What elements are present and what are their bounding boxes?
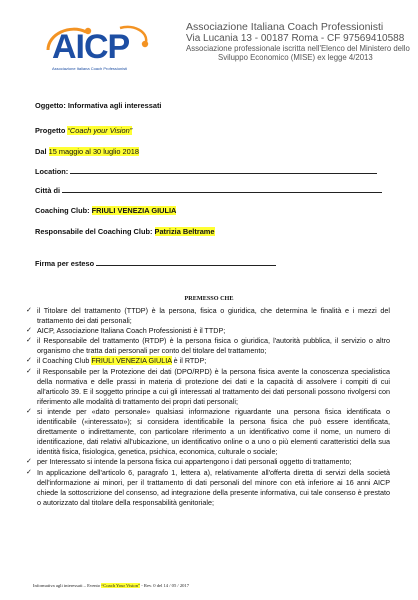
check-icon: ✓ <box>26 458 32 466</box>
check-icon: ✓ <box>26 468 32 476</box>
dal-value: 15 maggio al 30 luglio 2018 <box>48 147 139 156</box>
progetto-value: “Coach your Vision” <box>67 126 133 135</box>
logo-subtitle: Associazione Italiana Coach Professionisti <box>52 66 128 71</box>
check-icon: ✓ <box>26 337 32 345</box>
citta-field[interactable] <box>62 186 382 193</box>
club-value: FRIULI VENEZIA GIULIA <box>91 206 177 215</box>
citta-line <box>35 186 382 195</box>
citta-label: Città di <box>35 186 61 195</box>
list-item: ✓ il Titolare del trattamento (TTDP) è la persona, fisica o giuridica, che determina le finalità e i mezzi del trattamento dei dati personali; <box>26 306 390 326</box>
org-address: Via Lucania 13 - 00187 Roma - CF 97569410588 <box>186 33 405 45</box>
org-info <box>186 21 412 62</box>
premesso-title: PREMESSO CHE <box>184 295 234 302</box>
footer-event: “Coach Your Vision” <box>101 583 141 588</box>
club-label: Coaching Club: <box>35 206 90 215</box>
list-item: ✓ si intende per «dato personale» qualsiasi informazione riguardante una persona fisica identificata o identificabile («interessato»); si considera identificabile la persona fisica che può essere identificata, direttamente o indirettamente, con particolare riferimento a un identificativo come il nome, un numero di identificazione, dati relativi all'ubicazione, un identificativo online o a uno o più elementi caratteristici della sua identità fisica, fisiologica, genetica, psichica, economica, culturale o sociale; <box>26 406 390 457</box>
premesso-list <box>26 306 390 508</box>
dal-line <box>35 147 139 156</box>
org-registration-2: Sviluppo Economico (MISE) ex legge 4/2013 <box>218 52 373 62</box>
progetto-label: Progetto <box>35 126 66 135</box>
list-item: ✓ il Coaching Club FRIULI VENEZIA GIULIA è il RTDP; <box>26 356 207 366</box>
org-registration-1: Associazione professionale iscritta nell'Elenco del Ministero dello <box>186 43 410 53</box>
location-label: Location: <box>35 167 69 176</box>
check-icon: ✓ <box>26 367 32 375</box>
org-name: Associazione Italiana Coach Professionisti <box>186 21 384 33</box>
list-item: ✓ il Responsabile del trattamento (RTDP) è la persona fisica o giuridica, l'autorità pubblica, il servizio o altro organismo che tratta dati personali per conto del titolare del trattamento; <box>26 336 390 356</box>
firma-line <box>35 259 276 268</box>
responsabile-value: Patrizia Beltrame <box>154 227 215 236</box>
firma-field[interactable] <box>96 259 276 266</box>
check-icon: ✓ <box>26 307 32 314</box>
list-item: ✓ per Interessato si intende la persona fisica cui appartengono i dati personali oggetto di trattamento; <box>26 457 352 467</box>
responsabile-line <box>35 227 215 236</box>
firma-label: Firma per esteso <box>35 259 95 268</box>
location-line <box>35 167 377 176</box>
check-icon: ✓ <box>26 357 32 365</box>
location-field[interactable] <box>70 167 377 174</box>
oggetto-line: Oggetto: Informativa agli interessati <box>35 101 162 110</box>
logo-wordmark: AICP <box>52 28 130 66</box>
check-icon: ✓ <box>26 407 32 415</box>
list-item: ✓ il Responsabile per la Protezione dei dati (DPO/RPD) è la persona fisica avente la conoscenza specialistica della normativa e delle prassi in materia di protezione dei dati e la capacità di assolvere i compiti di cui all'articolo 39. E il soggetto principe a cui gli interessati al trattamento dei dati personali possono rivolgersi con riferimento alle modalità di trattamento dei propri dati personali; <box>26 366 390 406</box>
club-line <box>35 206 176 215</box>
page-footer: Informativa agli interessati – Evento “Coach Your Vision” - Rev. 0 del 14 / 05 / 2017 <box>33 583 190 588</box>
progetto-line <box>35 126 132 135</box>
check-icon: ✓ <box>26 327 32 335</box>
list-item: ✓ In applicazione dell'articolo 6, paragrafo 1, lettera a), relativamente all'offerta diretta di servizi della società dell'informazione ai minori, per il trattamento di dati personali del minore con età inferiore ai 16 anni AICP chiede la sottoscrizione del consenso, ad integrazione della presente informativa, cui tale consenso è prestato o autorizzato dal titolare della responsabilità genitoriale; <box>26 467 390 507</box>
responsabile-label: Responsabile del Coaching Club: <box>35 227 153 236</box>
dal-label: Dal <box>35 147 47 156</box>
list-item: ✓ AICP, Associazione Italiana Coach Professionisti è il TTDP; <box>26 326 226 336</box>
